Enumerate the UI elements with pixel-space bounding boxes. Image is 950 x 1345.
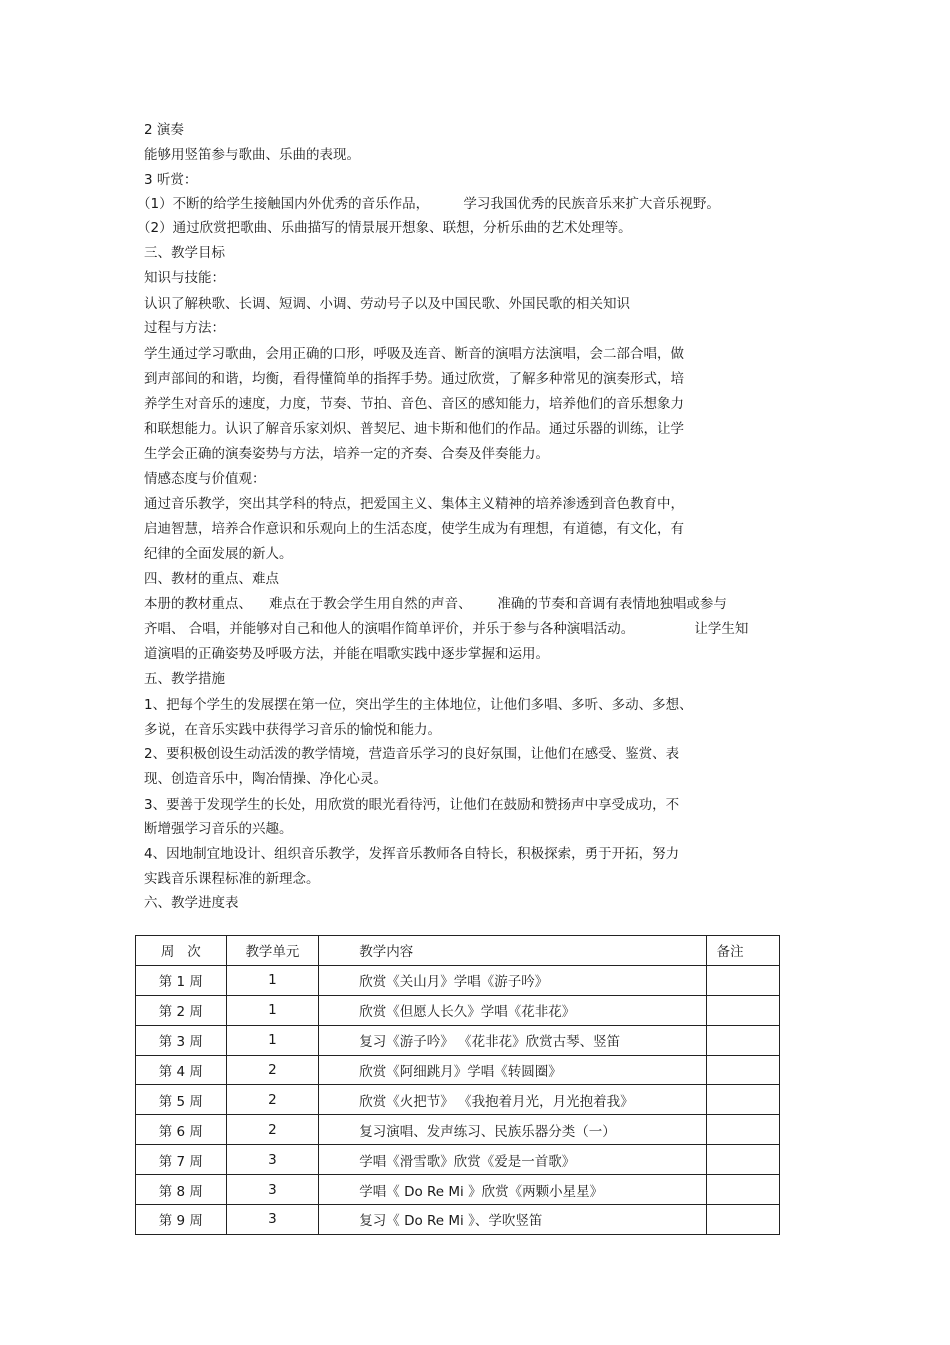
week-cell: 第 8 周	[136, 1175, 227, 1205]
section-heading-goals: 三、教学目标	[144, 245, 225, 261]
section-heading-measures: 五、教学措施	[144, 671, 225, 687]
text-line: 1、把每个学生的发展摆在第一位，突出学生的主体地位，让他们多唱、多听、多动、多想、	[144, 697, 693, 713]
table-row	[136, 965, 780, 995]
text-line: 能够用竖笛参与歌曲、乐曲的表现。	[144, 147, 360, 163]
note-cell	[706, 1115, 779, 1145]
table-row	[136, 1085, 780, 1115]
table-row	[136, 1025, 780, 1055]
content-cell: 学唱《 Do Re Mi 》欣赏《两颗小星星》	[319, 1175, 706, 1205]
unit-cell: 3	[226, 1175, 319, 1205]
text-line: 学生通过学习歌曲，会用正确的口形，呼吸及连音、断音的演唱方法演唱，会二部合唱，做	[144, 346, 684, 362]
text-line: 养学生对音乐的速度，力度，节奏、节拍、音色、音区的感知能力，培养他们的音乐想象力	[144, 396, 684, 412]
unit-cell: 2	[226, 1115, 319, 1145]
text-line: 实践音乐课程标准的新理念。	[144, 871, 320, 887]
header-unit: 教学单元	[226, 936, 319, 966]
week-cell: 第 2 周	[136, 995, 227, 1025]
text-line: 和联想能力。认识了解音乐家刘炽、普契尼、迪卡斯和他们的作品。通过乐器的训练，让学	[144, 421, 684, 437]
text-line: 纪律的全面发展的新人。	[144, 546, 293, 562]
header-note: 备注	[706, 936, 779, 966]
text-line: 道演唱的正确姿势及呼吸方法，并能在唱歌实践中逐步掌握和运用。	[144, 646, 549, 662]
unit-cell: 3	[226, 1145, 319, 1175]
content-cell: 欣赏《关山月》学唱《游子吟》	[319, 965, 706, 995]
text-line: 断增强学习音乐的兴趣。	[144, 821, 293, 837]
schedule-table	[135, 935, 780, 1235]
content-cell: 复习《 Do Re Mi 》、学吹竖笛	[319, 1205, 706, 1235]
unit-cell: 3	[226, 1205, 319, 1235]
unit-cell: 2	[226, 1085, 319, 1115]
text-line: 现、创造音乐中，陶冶情操、净化心灵。	[144, 771, 387, 787]
section-heading-schedule: 六、教学进度表	[144, 895, 239, 911]
note-cell	[706, 1175, 779, 1205]
text-line: （1）不断的给学生接触国内外优秀的音乐作品， 学习我国优秀的民族音乐来扩大音乐视野。	[137, 196, 720, 212]
unit-cell: 1	[226, 965, 319, 995]
text-line: （2）通过欣赏把歌曲、乐曲描写的情景展开想象、联想，分析乐曲的艺术处理等。	[137, 220, 632, 236]
text-line: 3、要善于发现学生的长处，用欣赏的眼光看待沔，让他们在鼓励和赞扬声中享受成功，不	[144, 797, 680, 813]
week-cell: 第 4 周	[136, 1055, 227, 1085]
content-cell: 学唱《滑雪歌》欣赏《爱是一首歌》	[319, 1145, 706, 1175]
week-cell: 第 9 周	[136, 1205, 227, 1235]
week-cell: 第 6 周	[136, 1115, 227, 1145]
text-line: 认识了解秧歌、长调、短调、小调、劳动号子以及中国民歌、外国民歌的相关知识	[144, 296, 630, 312]
content-cell: 欣赏《但愿人长久》学唱《花非花》	[319, 995, 706, 1025]
week-cell: 第 7 周	[136, 1145, 227, 1175]
header-content: 教学内容	[319, 936, 706, 966]
text-line: 2、要积极创设生动活泼的教学情境，营造音乐学习的良好氛围，让他们在感受、鉴赏、表	[144, 746, 680, 762]
note-cell	[706, 1025, 779, 1055]
text-line: 启迪智慧，培养合作意识和乐观向上的生活态度，使学生成为有理想，有道德，有文化，有	[144, 521, 684, 537]
text-line: 到声部间的和谐，均衡，看得懂简单的指挥手势。通过欣赏，了解多种常见的演奏形式，培	[144, 371, 684, 387]
unit-cell: 2	[226, 1055, 319, 1085]
section-heading-listening: 3 听赏：	[144, 172, 198, 188]
text-line: 本册的教材重点、 难点在于教会学生用自然的声音、 准确的节奏和音调有表情地独唱或参与	[144, 596, 727, 612]
table-row	[136, 1205, 780, 1235]
text-line: 多说，在音乐实践中获得学习音乐的愉悦和能力。	[144, 722, 441, 738]
subheading-process: 过程与方法：	[144, 320, 225, 336]
table-row	[136, 1055, 780, 1085]
note-cell	[706, 965, 779, 995]
week-cell: 第 1 周	[136, 965, 227, 995]
text-line: 齐唱、 合唱，并能够对自己和他人的演唱作简单评价，并乐于参与各种演唱活动。 让学生知	[144, 621, 749, 637]
subheading-knowledge: 知识与技能：	[144, 270, 225, 286]
note-cell	[706, 1205, 779, 1235]
table-row	[136, 1115, 780, 1145]
text-line: 4、因地制宜地设计、组织音乐教学，发挥音乐教师各自特长，积极探索，勇于开拓，努力	[144, 846, 680, 862]
note-cell	[706, 1145, 779, 1175]
section-heading-performance: 2 演奏	[144, 122, 184, 138]
content-cell: 复习演唱、发声练习、民族乐器分类（一）	[319, 1115, 706, 1145]
text-line: 生学会正确的演奏姿势与方法，培养一定的齐奏、合奏及伴奏能力。	[144, 446, 549, 462]
week-cell: 第 3 周	[136, 1025, 227, 1055]
header-week: 周 次	[136, 936, 227, 966]
table-row	[136, 1145, 780, 1175]
week-cell: 第 5 周	[136, 1085, 227, 1115]
note-cell	[706, 995, 779, 1025]
content-cell: 复习《游子吟》 《花非花》欣赏古琴、竖笛	[319, 1025, 706, 1055]
subheading-attitude: 情感态度与价值观：	[144, 471, 266, 487]
unit-cell: 1	[226, 1025, 319, 1055]
table-row	[136, 995, 780, 1025]
section-heading-key-points: 四、教材的重点、难点	[144, 571, 279, 587]
note-cell	[706, 1055, 779, 1085]
text-line: 通过音乐教学，突出其学科的特点，把爱国主义、集体主义精神的培养渗透到音色教育中，	[144, 496, 684, 512]
table-header-row	[136, 936, 780, 966]
table-row	[136, 1175, 780, 1205]
content-cell: 欣赏《火把节》 《我抱着月光，月光抱着我》	[319, 1085, 706, 1115]
content-cell: 欣赏《阿细跳月》学唱《转圆圈》	[319, 1055, 706, 1085]
note-cell	[706, 1085, 779, 1115]
unit-cell: 1	[226, 995, 319, 1025]
